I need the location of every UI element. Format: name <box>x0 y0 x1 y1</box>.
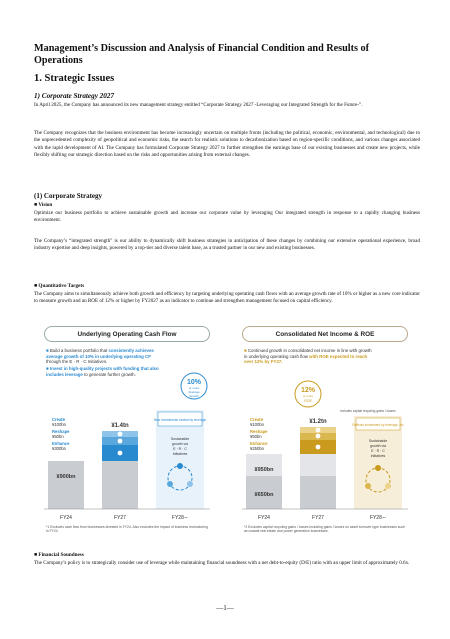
ocf-bar-fy24 <box>48 461 84 509</box>
ni-sustainable-line-2: growth via <box>370 444 386 448</box>
ocf-reshape-label: Reshape <box>52 429 70 434</box>
ocf-new-investments: New investments funded by leverage <box>153 418 207 422</box>
intro-paragraph: In April 2025, the Company has announced its new management strategy entitled “Corporate Strategy 2027 -Leveraging our Integrated Strength for the Future-”. <box>34 102 363 108</box>
netincome-chart <box>232 326 418 526</box>
ni-x-fy27: FY27 <box>312 515 324 521</box>
ni-reflects: Reflects investment by leverage, etc <box>352 423 404 427</box>
ocf-sustainable-line-1: Sustainable <box>170 437 190 441</box>
ni-e-marker <box>316 445 321 450</box>
ni-sustainable-line-3: E · R · C <box>371 449 385 453</box>
ocf-base-label: ¥900bn <box>56 474 76 480</box>
ni-recycle-note: Includes capital recycling gains / losses <box>340 409 396 413</box>
ocf-r-marker <box>118 439 123 444</box>
ocf-fy27-total: ¥1.4tn <box>111 423 129 429</box>
quantitative-targets-paragraph: The Company aims to simultaneously achieve both growth and efficiency by targeting underlying operating cash flows with an average growth rate of 10% or higher as a new core indicator to measure growth and an ROE of 12% or higher by FY2027 as an indicator to continue and strengthen management focused on capital efficiency. <box>34 291 420 305</box>
ocf-panel <box>34 326 220 534</box>
ocf-bullet-1: ■ Build a business portfolio that consistently achieves average growth of 10% in underlying operating CF through the E · R · C Initiatives. <box>46 348 154 365</box>
netincome-panel <box>232 326 418 534</box>
ocf-x-fy28: FY28∼ <box>171 515 189 521</box>
subsection-heading: 1) Corporate Strategy 2027 <box>34 92 115 100</box>
ni-x-fy28: FY28∼ <box>369 515 387 521</box>
netincome-panel-title: Consolidated Net Income & ROE <box>242 326 408 342</box>
roe-badge-value: 12% <box>300 387 316 394</box>
integrated-strength-paragraph: The Company’s “integrated strength” is our ability to dynamically shift business strategies in anticipation of these changes by combining our extensive operational experience, broad industry expertise and deep insights, powered by a top-tier and diverse talent base, as a trusted partner in our new and existing businesses. <box>34 238 420 252</box>
ocf-growth-badge <box>181 373 207 399</box>
ocf-create-label: Create <box>52 417 66 422</box>
financial-soundness-label: ■ Financial Soundness <box>34 552 84 558</box>
ocf-bar-fy27-base <box>102 461 138 509</box>
ocf-badge-sub: or more <box>188 386 200 390</box>
document-title: Management’s Discussion and Analysis of Financial Condition and Results of Operations <box>34 43 370 66</box>
ni-create-value: ¥100bn <box>250 422 264 427</box>
ocf-enhance-label: Enhance <box>52 441 70 446</box>
ni-base-top-label: ¥950bn <box>254 467 274 473</box>
ocf-x-fy27: FY27 <box>114 515 126 521</box>
recognition-paragraph: The Company recognizes that the business environment has become increasingly uncertain on multiple fronts (including the political, economic, environmental, and technological) due to the unprecedented complexity of geopolitical and economic risks, the search for realistic solutions to decarbonization based on region-specific conditions, and various changes associated with the rapid development of AI. The Company has formulated Corporate Strategy 2027 to further strengthen the earnings base of our existing businesses and create new projects, while flexibly shifting our strategic direction based on the risks and opportunities arising from external changes. <box>34 130 420 159</box>
ni-bar-fy27-recycling <box>300 454 336 476</box>
ocf-footnote: *1 Excludes cash flow from businesses divested in FY24. Also excludes the impact of business restructuring in FY24. <box>46 525 208 534</box>
ni-reshape-value: ¥50bn <box>250 434 262 439</box>
ocf-bullet-2: ■ Invest in high-quality projects with funding that also includes leverage to generate further growth. <box>46 366 159 377</box>
ni-c-marker <box>316 428 321 433</box>
ni-sustainable-line-4: Initiatives <box>370 454 386 458</box>
netincome-bullet-1: ■ Continued growth in consolidated net income in line with growth in underlying operating cash flow with ROE expected to reach over 12% by FY27. <box>244 348 372 365</box>
ocf-enhance-value: ¥300bn <box>52 446 66 451</box>
quantitative-targets-label: ■ Quantitative Targets <box>34 283 85 289</box>
ocf-badge-value: 10% <box>186 379 202 386</box>
ni-x-fy24: FY24 <box>258 515 270 521</box>
financial-soundness-paragraph: The Company’s policy is to strategically consider use of leverage while maintaining financial soundness with a net debt-to-equity (D/E) ratio with an upper limit of approximately 0.6x. <box>34 560 410 566</box>
ni-fy27-total: ¥1.2tn <box>309 419 327 425</box>
ocf-chart <box>34 326 220 526</box>
ni-bar-fy27-base <box>300 476 336 509</box>
ocf-create-value: ¥100bn <box>52 422 66 427</box>
ocf-badge-line-1: Average <box>188 390 200 394</box>
roe-badge-sub: or more <box>302 394 314 398</box>
ocf-cycle-dot-right <box>187 481 193 487</box>
ocf-x-fy24: FY24 <box>60 515 72 521</box>
ocf-reshape-value: ¥50bn <box>52 434 64 439</box>
ni-cycle-dot-right <box>385 483 391 489</box>
ni-sustainable-line-1: Sustainable <box>368 439 388 443</box>
ni-cycle-dot-left <box>365 483 371 489</box>
ocf-cycle-dot-top <box>177 463 183 469</box>
ni-base-label: ¥650bn <box>254 492 274 498</box>
ocf-sustainable-line-4: Initiatives <box>172 452 188 456</box>
ocf-sustainable-line-3: E · R · C <box>173 447 187 451</box>
ni-reshape-label: Reshape <box>250 429 268 434</box>
targets-figure <box>34 326 420 546</box>
ni-footnote: *2 Excludes capital recycling gains / losses including gains / losses on asset turnover-type businesses such as coastal real estate and power generation businesses. <box>244 525 405 534</box>
vision-label: ■ Vision <box>34 202 53 208</box>
ni-cycle-dot-top <box>375 465 381 471</box>
ocf-e-marker <box>118 451 123 456</box>
vision-paragraph: Optimize our business portfolio to achieve sustainable growth and increase our corporate value by leveraging Our integrated strength in response to a rapidly changing business environment. <box>34 210 420 224</box>
ocf-badge-line-2: Growth <box>189 394 199 398</box>
ni-r-marker <box>316 434 321 439</box>
ocf-cycle-dot-left <box>167 481 173 487</box>
section-heading: 1. Strategic Issues <box>34 73 115 84</box>
ni-create-label: Create <box>250 417 264 422</box>
ni-enhance-label: Enhance <box>250 441 268 446</box>
roe-badge-line: ROE <box>304 399 312 403</box>
ocf-panel-title: Underlying Operating Cash Flow <box>44 326 210 342</box>
ni-enhance-value: ¥250bn <box>250 446 264 451</box>
page-number: —1— <box>216 604 234 612</box>
ocf-sustainable-line-2: growth via <box>172 442 188 446</box>
roe-badge <box>295 381 321 407</box>
ocf-c-marker <box>118 432 123 437</box>
corporate-strategy-heading: (1) Corporate Strategy <box>34 192 103 200</box>
